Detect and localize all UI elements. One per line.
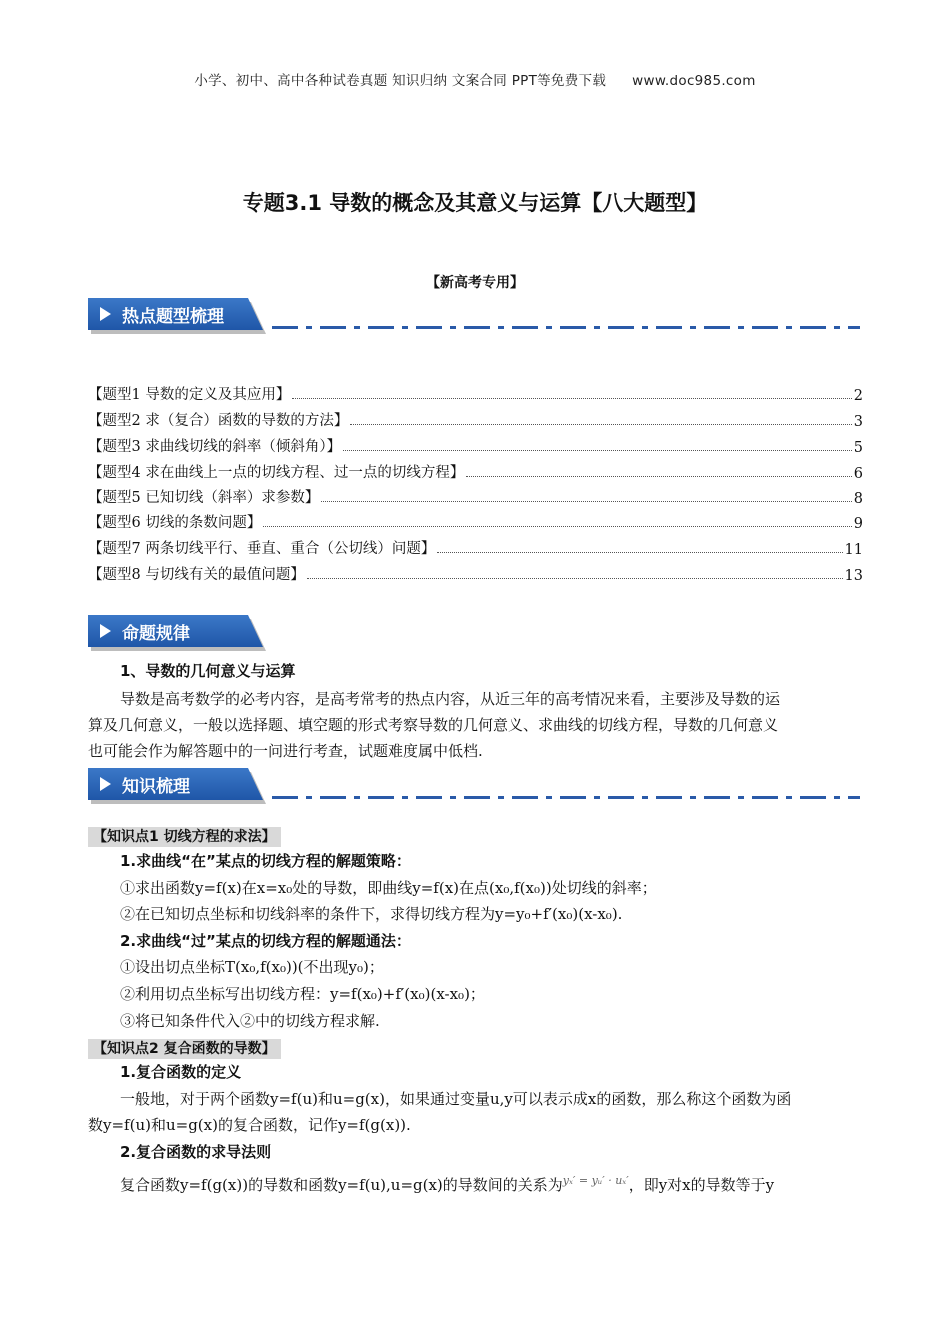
kp1-heading-1: 1.求曲线“在”某点的切线方程的解题策略： bbox=[120, 852, 411, 870]
page-subtitle: 【新高考专用】 bbox=[426, 275, 524, 291]
kp2-para-2 bbox=[120, 1174, 774, 1195]
play-arrow-icon bbox=[100, 307, 111, 321]
banner-knowledge bbox=[88, 768, 263, 800]
page-title: 专题3.1 导数的概念及其意义与运算【八大题型】 bbox=[242, 191, 708, 215]
header-text: 小学、初中、高中各种试卷真题 知识归纳 文案合同 PPT等免费下载 bbox=[194, 73, 607, 89]
toc-item-8[interactable]: 【题型8 与切线有关的最值问题】 13 bbox=[88, 567, 863, 584]
kp2-para-1b: 数y=f(u)和u=g(x)的复合函数，记作y=f(g(x)). bbox=[88, 1116, 411, 1134]
toc-item-6[interactable]: 【题型6 切线的条数问题】 9 bbox=[88, 515, 863, 532]
kp1-line-2: ②在已知切点坐标和切线斜率的条件下，求得切线方程为y=y₀+f′(x₀)(x-x₀). bbox=[120, 905, 623, 923]
banner-knowledge-label: 知识梳理 bbox=[122, 777, 190, 797]
knowledge-point-1-tag: 【知识点1 切线方程的求法】 bbox=[88, 827, 281, 847]
play-arrow-icon bbox=[100, 777, 111, 791]
toc-item-1[interactable]: 【题型1 导数的定义及其应用】 2 bbox=[88, 387, 863, 404]
play-arrow-icon bbox=[100, 624, 111, 638]
kp1-line-1: ①求出函数y=f(x)在x=x₀处的导数，即曲线y=f(x)在点(x₀,f(x₀))处切线的斜率； bbox=[120, 879, 657, 897]
kp1-line-3: ①设出切点坐标T(x₀,f(x₀))(不出现y₀)； bbox=[120, 958, 384, 976]
rules-heading: 1、导数的几何意义与运算 bbox=[120, 662, 296, 680]
kp2-para-1a: 一般地，对于两个函数y=f(u)和u=g(x)，如果通过变量u,y可以表示成x的函数，那么称这个函数为函 bbox=[120, 1090, 792, 1108]
rules-para-1: 导数是高考数学的必考内容，是高考常考的热点内容，从近三年的高考情况来看，主要涉及导数的运 bbox=[120, 690, 781, 708]
kp1-line-4: ②利用切点坐标写出切线方程：y=f(x₀)+f′(x₀)(x-x₀)； bbox=[120, 985, 485, 1003]
banner-toc bbox=[88, 298, 263, 330]
divider-line bbox=[272, 796, 860, 799]
banner-rules bbox=[88, 615, 263, 647]
rules-para-3: 也可能会作为解答题中的一问进行考查，试题难度属中低档. bbox=[88, 742, 483, 760]
divider-line bbox=[272, 326, 860, 329]
toc-item-4[interactable]: 【题型4 求在曲线上一点的切线方程、过一点的切线方程】 6 bbox=[88, 465, 863, 482]
kp2-heading-2: 2.复合函数的求导法则 bbox=[120, 1143, 272, 1161]
kp2-heading-1: 1.复合函数的定义 bbox=[120, 1063, 242, 1081]
kp1-heading-2: 2.求曲线“过”某点的切线方程的解题通法： bbox=[120, 932, 411, 950]
rules-para-2: 算及几何意义，一般以选择题、填空题的形式考察导数的几何意义、求曲线的切线方程，导数的几何意义 bbox=[88, 716, 779, 734]
knowledge-point-2-tag: 【知识点2 复合函数的导数】 bbox=[88, 1039, 281, 1059]
kp1-line-5: ③将已知条件代入②中的切线方程求解. bbox=[120, 1012, 380, 1030]
kp2-para-2a: 复合函数y=f(g(x))的导数和函数y=f(u),u=g(x)的导数间的关系为 bbox=[120, 1176, 563, 1194]
toc-item-3[interactable]: 【题型3 求曲线切线的斜率（倾斜角）】 5 bbox=[88, 439, 863, 456]
page-header bbox=[0, 69, 950, 89]
toc-item-5[interactable]: 【题型5 已知切线（斜率）求参数】 8 bbox=[88, 490, 863, 507]
toc-item-7[interactable]: 【题型7 两条切线平行、垂直、重合（公切线）问题】 11 bbox=[88, 541, 863, 558]
header-url[interactable]: www.doc985.com bbox=[632, 73, 756, 89]
toc-item-2[interactable]: 【题型2 求（复合）函数的导数的方法】 3 bbox=[88, 413, 863, 430]
kp2-para-2b: ，即y对x的导数等于y bbox=[628, 1176, 775, 1194]
banner-rules-label: 命题规律 bbox=[122, 624, 190, 644]
derivative-formula: yₓ′ = yᵤ′ · uₓ′ bbox=[562, 1174, 629, 1187]
banner-toc-label: 热点题型梳理 bbox=[122, 307, 224, 327]
